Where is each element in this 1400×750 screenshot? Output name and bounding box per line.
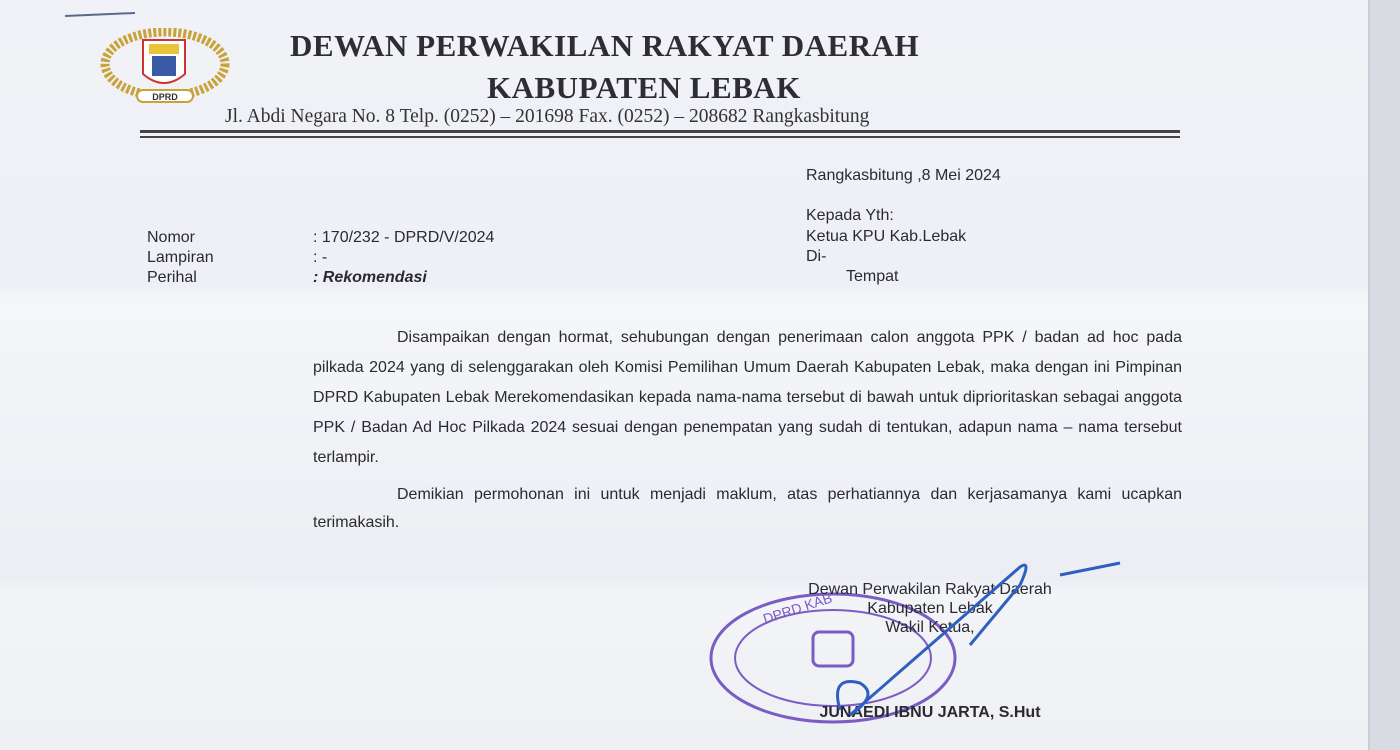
lampiran-label: Lampiran: [147, 249, 214, 266]
dprd-logo: [97, 28, 237, 104]
signature-line2: Kabupaten Lebak: [867, 600, 993, 617]
recipient-line4: Tempat: [846, 268, 899, 285]
body-paragraph-2: Demikian permohonan ini untuk menjadi maklum, atas perhatiannya dan kerjasamanya kami ucapkan terimakasih.: [313, 486, 1182, 531]
lampiran-value: : -: [313, 249, 328, 266]
nomor-label: Nomor: [147, 229, 196, 246]
svg-text:DPRD KAB: DPRD KAB: [760, 590, 835, 627]
header-rule-top: [140, 130, 1180, 133]
header-rule-bottom: [140, 136, 1180, 138]
letter-date: Rangkasbitung ,8 Mei 2024: [806, 167, 1001, 184]
recipient-line1: Kepada Yth:: [806, 207, 894, 224]
recipient-line2: Ketua KPU Kab.Lebak: [806, 228, 967, 245]
signature-line1: Dewan Perwakilan Rakyat Daerah: [808, 581, 1052, 598]
letterhead-address: Jl. Abdi Negara No. 8 Telp. (0252) – 201698 Fax. (0252) – 208682 Rangkasbitung: [225, 106, 870, 127]
signatory-name: JUNAEDI IBNU JARTA, S.Hut: [819, 704, 1041, 721]
perihal-value: : Rekomendasi: [313, 269, 427, 286]
nomor-value: : 170/232 - DPRD/V/2024: [313, 229, 495, 246]
body-paragraph-1: Disampaikan dengan hormat, sehubungan dengan penerimaan calon anggota PPK / badan ad hoc pada pilkada 2024 yang di selenggarakan oleh Komisi Pemilihan Umum Daerah Kabupaten Lebak, maka dengan ini Pimpinan DPRD Kabupaten Lebak Merekomendasikan kepada nama-nama tersebut di bawah untuk diprioritaskan sebagai anggota PPK / Badan Ad Hoc Pilkada 2024 sesuai dengan penempatan yang sudah di tentukan, adapun nama – nama tersebut terlampir.: [313, 329, 1182, 466]
recipient-line3: Di-: [806, 248, 827, 265]
handwritten-signature: [820, 555, 1130, 725]
page-edge: [1368, 0, 1400, 750]
letterhead-title-line1: DEWAN PERWAKILAN RAKYAT DAERAH: [290, 28, 920, 63]
svg-text:DPRD: DPRD: [152, 92, 178, 102]
pen-mark: [60, 8, 140, 20]
letterhead-title-line2: KABUPATEN LEBAK: [487, 70, 801, 105]
signature-line3: Wakil Ketua,: [885, 619, 975, 636]
perihal-label: Perihal: [147, 269, 197, 286]
